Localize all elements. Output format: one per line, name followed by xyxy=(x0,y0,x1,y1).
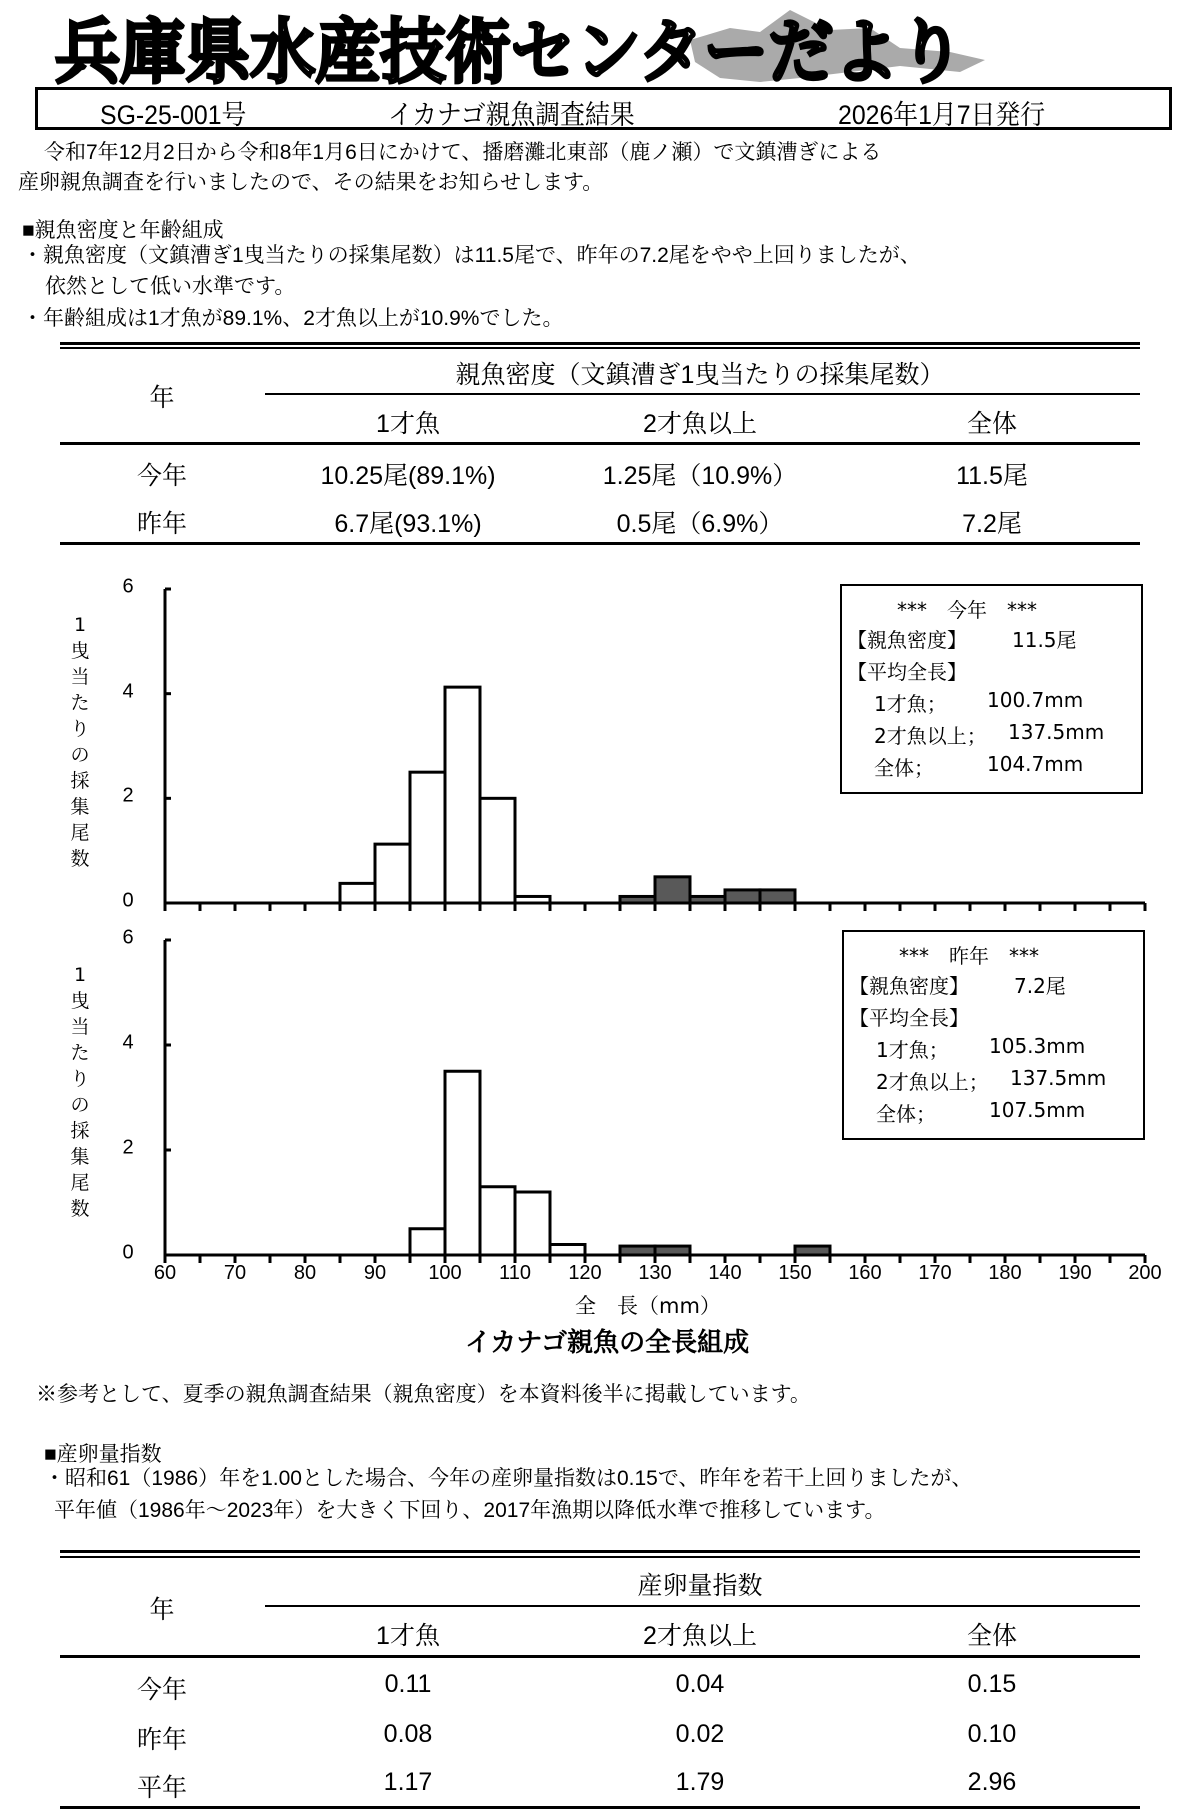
bar-age1 xyxy=(340,883,375,903)
legend-row-label: 1才魚； xyxy=(874,692,947,716)
bar-age1 xyxy=(445,1071,480,1255)
y-tick-label: 6 xyxy=(122,575,134,598)
legend-row-label: 2才魚以上； xyxy=(874,724,987,748)
y-axis-label-char: た xyxy=(70,1042,90,1064)
y-axis-label-char: 曳 xyxy=(70,640,90,662)
y-axis-label-char: の xyxy=(70,744,90,766)
legend-row-value: 107.5mm xyxy=(989,1098,1086,1122)
y-axis-label-char: 採 xyxy=(70,1120,90,1142)
legend-mean-label: 【平均全長】 xyxy=(847,660,967,684)
y-axis-label-char: 数 xyxy=(70,848,90,870)
x-tick-label: 60 xyxy=(153,1262,177,1284)
column-header: 2才魚以上 xyxy=(643,410,757,438)
chart-title: イカナゴ親魚の全長組成 xyxy=(465,1328,750,1358)
x-tick-label: 110 xyxy=(499,1262,531,1284)
y-axis-label-char: 集 xyxy=(70,1146,90,1168)
y-tick-label: 0 xyxy=(122,889,134,912)
row-year: 平年 xyxy=(136,1774,188,1802)
section-heading-density: ■親魚密度と年齢組成 xyxy=(22,219,224,242)
x-tick-label: 80 xyxy=(293,1262,317,1284)
x-tick-label: 70 xyxy=(223,1262,247,1284)
column-header: 全体 xyxy=(966,1622,1018,1650)
masthead-title: 兵庫県水産技術センターだより xyxy=(55,11,964,93)
legend-box-last-year xyxy=(842,930,1145,1140)
intro-line-2: 産卵親魚調査を行いましたので、その結果をお知らせします。 xyxy=(18,171,604,194)
table-group-header: 親魚密度（文鎮漕ぎ1曳当たりの採集尾数） xyxy=(455,361,945,389)
table-rule xyxy=(60,1556,1140,1558)
bar-age1 xyxy=(445,687,480,903)
y-axis-label-char: の xyxy=(70,1094,90,1116)
y-axis-label-char: 1 xyxy=(73,614,87,636)
bullet-density: ・親魚密度（文鎮漕ぎ1曳当たりの採集尾数）は11.5尾で、昨年の7.2尾をやや上回りましたが、 xyxy=(22,244,921,267)
legend-density-value: 11.5尾 xyxy=(1012,628,1077,652)
x-tick-label: 100 xyxy=(428,1262,462,1284)
table-rule xyxy=(60,1550,1140,1553)
table-cell: 0.02 xyxy=(675,1720,725,1748)
legend-density-label: 【親魚密度】 xyxy=(847,628,967,652)
table-cell: 7.2尾 xyxy=(962,510,1022,538)
x-tick-label: 190 xyxy=(1058,1262,1092,1284)
table-rule xyxy=(60,1655,1140,1658)
table-year-header: 年 xyxy=(149,384,175,412)
x-tick-label: 200 xyxy=(1128,1262,1162,1284)
x-tick-label: 90 xyxy=(363,1262,387,1284)
legend-row-label: 1才魚； xyxy=(876,1038,949,1062)
table-cell: 11.5尾 xyxy=(956,462,1028,490)
legend-density-label: 【親魚密度】 xyxy=(849,974,969,998)
y-tick-label: 2 xyxy=(122,1136,134,1159)
table-cell: 0.15 xyxy=(967,1670,1017,1698)
x-tick-label: 180 xyxy=(988,1262,1022,1284)
issue-number: SG-25-001号 xyxy=(100,100,247,130)
table-cell: 0.04 xyxy=(675,1670,725,1698)
column-header: 2才魚以上 xyxy=(643,1622,757,1650)
table-cell: 1.79 xyxy=(675,1768,725,1796)
y-axis-label-char: 当 xyxy=(70,666,90,688)
legend-row-value: 104.7mm xyxy=(987,752,1084,776)
table-cell: 2.96 xyxy=(967,1768,1017,1796)
y-axis-label-char: 集 xyxy=(70,796,90,818)
y-axis-label-char: 曳 xyxy=(70,990,90,1012)
x-tick-label: 150 xyxy=(778,1262,812,1284)
column-header: 全体 xyxy=(966,410,1018,438)
table-cell: 10.25尾(89.1%) xyxy=(320,462,496,490)
legend-row-label: 2才魚以上； xyxy=(876,1070,989,1094)
y-axis-label-char: 採 xyxy=(70,770,90,792)
bullet-egg-index-cont: 平年値（1986年～2023年）を大きく下回り、2017年漁期以降低水準で推移しています。 xyxy=(54,1499,886,1522)
issue-subject: イカナゴ親魚調査結果 xyxy=(388,100,635,130)
row-year: 今年 xyxy=(136,462,188,490)
column-header: 1才魚 xyxy=(376,410,440,438)
issue-date: 2026年1月7日発行 xyxy=(838,100,1046,130)
y-axis-label-char: 当 xyxy=(70,1016,90,1038)
y-tick-label: 4 xyxy=(122,680,134,703)
x-tick-label: 130 xyxy=(638,1262,672,1284)
bar-age2plus xyxy=(760,890,795,903)
legend-row-value: 137.5mm xyxy=(1008,720,1105,744)
bar-age1 xyxy=(410,1229,445,1255)
x-tick-label: 140 xyxy=(708,1262,742,1284)
row-year: 今年 xyxy=(136,1676,188,1704)
bar-age1 xyxy=(480,798,515,903)
y-tick-label: 0 xyxy=(122,1241,134,1264)
table-year-header: 年 xyxy=(149,1596,175,1624)
x-tick-label: 160 xyxy=(848,1262,882,1284)
legend-row-value: 105.3mm xyxy=(989,1034,1086,1058)
legend-row-label: 全体； xyxy=(874,756,934,780)
section-heading-egg-index: ■産卵量指数 xyxy=(44,1443,162,1466)
table-cell: 0.11 xyxy=(384,1670,432,1698)
bar-age2plus xyxy=(725,890,760,903)
table-cell: 0.08 xyxy=(383,1720,433,1748)
reference-note: ※参考として、夏季の親魚調査結果（親魚密度）を本資料後半に掲載しています。 xyxy=(36,1383,811,1406)
bar-age1 xyxy=(515,1192,550,1255)
legend-mean-label: 【平均全長】 xyxy=(849,1006,969,1030)
y-tick-label: 2 xyxy=(122,784,134,807)
legend-row-label: 全体； xyxy=(876,1102,936,1126)
y-axis-label-char: た xyxy=(70,692,90,714)
x-axis-label: 全 長（mm） xyxy=(575,1294,721,1318)
row-year: 昨年 xyxy=(136,510,188,538)
y-tick-label: 4 xyxy=(122,1031,134,1054)
bullet-egg-index: ・昭和61（1986）年を1.00とした場合、今年の産卵量指数は0.15で、昨年を若干上回りましたが、 xyxy=(44,1467,973,1490)
bullet-age: ・年齢組成は1才魚が89.1%、2才魚以上が10.9%でした。 xyxy=(22,307,564,330)
legend-title: *** 昨年 *** xyxy=(899,944,1039,968)
table-cell: 1.17 xyxy=(383,1768,433,1796)
table-rule xyxy=(265,1605,1140,1607)
table-group-header: 産卵量指数 xyxy=(637,1572,763,1600)
y-axis-label-char: 数 xyxy=(70,1198,90,1220)
bar-age2plus xyxy=(655,877,690,903)
legend-box-this-year xyxy=(840,584,1143,794)
y-axis-label-char: 尾 xyxy=(70,1172,90,1194)
y-axis-label-char: 尾 xyxy=(70,822,90,844)
y-axis-label-char: 1 xyxy=(73,964,87,986)
table-cell: 0.5尾（6.9%） xyxy=(616,510,784,538)
legend-row-value: 137.5mm xyxy=(1010,1066,1107,1090)
bar-age1 xyxy=(375,844,410,903)
table-cell: 1.25尾（10.9%） xyxy=(602,462,798,490)
intro-line-1: 令和7年12月2日から令和8年1月6日にかけて、播磨灘北東部（鹿ノ瀬）で文鎮漕ぎによる xyxy=(44,141,882,164)
column-header: 1才魚 xyxy=(376,1622,440,1650)
table-rule xyxy=(60,1806,1140,1809)
bar-age1 xyxy=(550,1245,585,1256)
bullet-density-cont: 依然として低い水準です。 xyxy=(45,275,296,298)
table-cell: 0.10 xyxy=(967,1720,1017,1748)
legend-density-value: 7.2尾 xyxy=(1014,974,1066,998)
legend-row-value: 100.7mm xyxy=(987,688,1084,712)
legend-title: *** 今年 *** xyxy=(897,598,1037,622)
y-tick-label: 6 xyxy=(122,926,134,949)
row-year: 昨年 xyxy=(136,1726,188,1754)
table-cell: 6.7尾(93.1%) xyxy=(334,510,482,538)
bar-age1 xyxy=(480,1187,515,1255)
x-tick-label: 120 xyxy=(568,1262,602,1284)
y-axis-label-char: り xyxy=(70,718,90,740)
x-tick-label: 170 xyxy=(918,1262,952,1284)
y-axis-label-char: り xyxy=(70,1068,90,1090)
bar-age1 xyxy=(410,772,445,903)
